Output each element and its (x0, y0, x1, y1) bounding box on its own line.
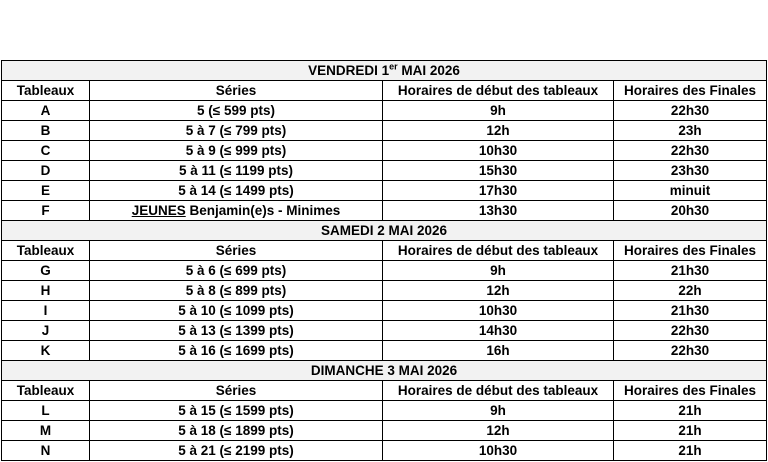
finale-cell: minuit (614, 181, 767, 201)
finale-cell: 21h (614, 421, 767, 441)
column-header-debut: Horaires de début des tableaux (383, 381, 614, 401)
schedule-table (1, 60, 767, 461)
tableau-cell: I (2, 301, 90, 321)
debut-cell: 17h30 (383, 181, 614, 201)
column-header-debut: Horaires de début des tableaux (383, 241, 614, 261)
serie-cell (90, 201, 383, 221)
serie-cell (90, 121, 383, 141)
serie-text: 5 à 14 (≤ 1499 pts) (178, 183, 294, 198)
table-row (2, 441, 767, 461)
tableau-cell: F (2, 201, 90, 221)
table-row (2, 201, 767, 221)
day-header-row (2, 61, 767, 81)
column-header-row (2, 241, 767, 261)
debut-cell: 12h (383, 281, 614, 301)
table-row (2, 321, 767, 341)
finale-cell: 21h30 (614, 261, 767, 281)
table-row (2, 301, 767, 321)
table-row (2, 121, 767, 141)
tableau-cell: J (2, 321, 90, 341)
table-row (2, 161, 767, 181)
day-title-text-suffix: MAI 2026 (397, 63, 460, 78)
serie-cell (90, 421, 383, 441)
table-row (2, 421, 767, 441)
table-row (2, 401, 767, 421)
serie-text: 5 à 7 (≤ 799 pts) (185, 123, 287, 138)
column-header-series: Séries (90, 81, 383, 101)
serie-text: 5 à 8 (≤ 899 pts) (185, 283, 287, 298)
debut-cell: 9h (383, 401, 614, 421)
serie-text: 5 à 10 (≤ 1099 pts) (178, 303, 294, 318)
finale-cell: 23h (614, 121, 767, 141)
serie-cell (90, 281, 383, 301)
day-title-text: SAMEDI 2 MAI 2026 (320, 223, 448, 238)
serie-cell (90, 141, 383, 161)
serie-text: 5 à 11 (≤ 1199 pts) (179, 163, 293, 178)
column-header-series: Séries (90, 381, 383, 401)
table-row (2, 101, 767, 121)
tableau-cell: A (2, 101, 90, 121)
tableau-cell: K (2, 341, 90, 361)
finale-cell: 21h (614, 401, 767, 421)
debut-cell: 14h30 (383, 321, 614, 341)
column-header-tableaux: Tableaux (2, 241, 90, 261)
table-row (2, 341, 767, 361)
tableau-cell: M (2, 421, 90, 441)
debut-cell: 10h30 (383, 301, 614, 321)
table-row (2, 141, 767, 161)
day-header-row (2, 361, 767, 381)
serie-text: 5 à 21 (≤ 2199 pts) (178, 443, 294, 458)
serie-cell (90, 181, 383, 201)
serie-text: 5 à 18 (≤ 1899 pts) (178, 423, 294, 438)
serie-cell (90, 401, 383, 421)
column-header-tableaux: Tableaux (2, 381, 90, 401)
finale-cell: 22h30 (614, 141, 767, 161)
debut-cell: 15h30 (383, 161, 614, 181)
day-title-superscript: er (389, 61, 398, 72)
tableau-cell: G (2, 261, 90, 281)
finale-cell: 21h (614, 441, 767, 461)
serie-prefix: JEUNES (131, 203, 186, 218)
finale-cell: 22h30 (614, 101, 767, 121)
serie-text: 5 (≤ 599 pts) (197, 103, 275, 118)
column-header-debut: Horaires de début des tableaux (383, 81, 614, 101)
tableau-cell: H (2, 281, 90, 301)
schedule-body (2, 61, 767, 461)
day-title-text: DIMANCHE 3 MAI 2026 (310, 363, 458, 378)
serie-text: Benjamin(e)s - Minimes (185, 203, 341, 218)
finale-cell: 22h30 (614, 321, 767, 341)
day-header-row (2, 221, 767, 241)
serie-cell (90, 161, 383, 181)
column-header-series: Séries (90, 241, 383, 261)
day-title (2, 361, 767, 381)
column-header-finales: Horaires des Finales (614, 81, 767, 101)
serie-text: 5 à 9 (≤ 999 pts) (185, 143, 287, 158)
debut-cell: 10h30 (383, 141, 614, 161)
day-title (2, 61, 767, 81)
debut-cell: 10h30 (383, 441, 614, 461)
table-row (2, 281, 767, 301)
finale-cell: 23h30 (614, 161, 767, 181)
debut-cell: 16h (383, 341, 614, 361)
serie-cell (90, 301, 383, 321)
serie-cell (90, 261, 383, 281)
finale-cell: 20h30 (614, 201, 767, 221)
serie-text: 5 à 6 (≤ 699 pts) (185, 263, 287, 278)
column-header-row (2, 381, 767, 401)
day-title (2, 221, 767, 241)
serie-text: 5 à 16 (≤ 1699 pts) (178, 343, 294, 358)
table-row (2, 261, 767, 281)
serie-cell (90, 321, 383, 341)
column-header-finales: Horaires des Finales (614, 381, 767, 401)
column-header-row (2, 81, 767, 101)
tableau-cell: L (2, 401, 90, 421)
finale-cell: 21h30 (614, 301, 767, 321)
table-row (2, 181, 767, 201)
serie-text: 5 à 13 (≤ 1399 pts) (178, 323, 294, 338)
serie-text: 5 à 15 (≤ 1599 pts) (178, 403, 294, 418)
tableau-cell: D (2, 161, 90, 181)
serie-cell (90, 441, 383, 461)
tableau-cell: C (2, 141, 90, 161)
column-header-tableaux: Tableaux (2, 81, 90, 101)
debut-cell: 13h30 (383, 201, 614, 221)
serie-cell (90, 101, 383, 121)
serie-cell (90, 341, 383, 361)
debut-cell: 12h (383, 121, 614, 141)
column-header-finales: Horaires des Finales (614, 241, 767, 261)
finale-cell: 22h30 (614, 341, 767, 361)
day-title-text: VENDREDI 1 (308, 63, 390, 78)
debut-cell: 9h (383, 101, 614, 121)
debut-cell: 12h (383, 421, 614, 441)
tableau-cell: N (2, 441, 90, 461)
tableau-cell: E (2, 181, 90, 201)
finale-cell: 22h (614, 281, 767, 301)
tableau-cell: B (2, 121, 90, 141)
debut-cell: 9h (383, 261, 614, 281)
